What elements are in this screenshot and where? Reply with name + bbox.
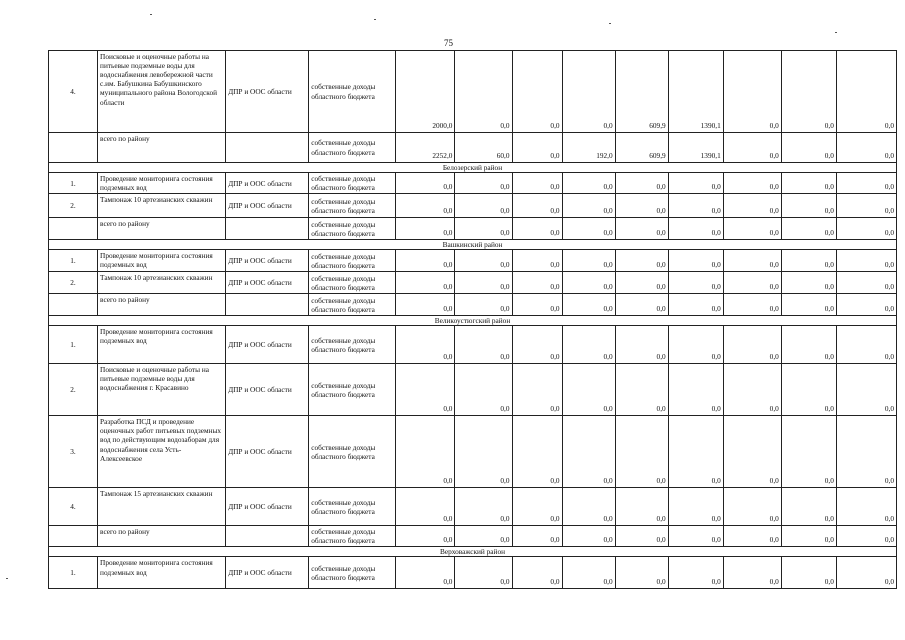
row-number: 4. — [49, 488, 98, 526]
amount-cell: 0,0 — [615, 250, 668, 272]
row-number: 4. — [49, 51, 98, 133]
funding-source: собственные доходы областного бюджета — [309, 364, 396, 416]
amount-cell: 0,0 — [781, 488, 836, 526]
amount-cell: 0,0 — [512, 488, 562, 526]
amount-cell: 0,0 — [455, 194, 512, 218]
amount-cell: 0,0 — [781, 173, 836, 194]
district-total-row — [49, 526, 897, 547]
activity-name: всего по району — [98, 294, 226, 316]
funding-source: собственные доходы областного бюджета — [309, 250, 396, 272]
amount-cell: 60,0 — [455, 133, 512, 163]
amount-cell: 0,0 — [512, 416, 562, 488]
amount-cell: 0,0 — [615, 488, 668, 526]
amount-cell: 0,0 — [836, 51, 896, 133]
amount-cell: 0,0 — [836, 194, 896, 218]
activity-name: Разработка ПСД и проведение оценочных работ питьевых подземных вод по действующим водозаборам для водоснабжения села Усть-Алексеевское — [98, 416, 226, 488]
responsible-executor — [226, 133, 309, 163]
amount-cell: 0,0 — [562, 526, 615, 547]
funding-source: собственные доходы областного бюджета — [309, 194, 396, 218]
amount-cell: 0,0 — [512, 557, 562, 589]
amount-cell: 0,0 — [668, 488, 723, 526]
amount-cell: 0,0 — [615, 416, 668, 488]
amount-cell: 0,0 — [615, 272, 668, 294]
responsible-executor — [226, 218, 309, 240]
responsible-executor: ДПР и ООС области — [226, 173, 309, 194]
activity-name: Поисковые и оценочные работы на питьевые подземные воды для водоснабжения г. Красавино — [98, 364, 226, 416]
amount-cell: 0,0 — [723, 133, 781, 163]
amount-cell: 0,0 — [723, 218, 781, 240]
amount-cell: 0,0 — [512, 364, 562, 416]
amount-cell: 0,0 — [396, 326, 455, 364]
amount-cell: 0,0 — [455, 488, 512, 526]
amount-cell: 1390,1 — [668, 51, 723, 133]
responsible-executor: ДПР и ООС области — [226, 364, 309, 416]
amount-cell: 0,0 — [723, 51, 781, 133]
district-header-row — [49, 316, 897, 326]
amount-cell: 0,0 — [455, 250, 512, 272]
activity-name: Тампонаж 10 артезианских скважин — [98, 272, 226, 294]
table-body — [49, 51, 897, 589]
amount-cell: 0,0 — [512, 272, 562, 294]
amount-cell: 0,0 — [512, 250, 562, 272]
amount-cell: 0,0 — [781, 526, 836, 547]
responsible-executor: ДПР и ООС области — [226, 326, 309, 364]
amount-cell: 0,0 — [836, 250, 896, 272]
amount-cell: 0,0 — [562, 416, 615, 488]
activity-name: Проведение мониторинга состояния подземных вод — [98, 173, 226, 194]
amount-cell: 0,0 — [455, 326, 512, 364]
amount-cell: 0,0 — [668, 326, 723, 364]
amount-cell: 0,0 — [615, 557, 668, 589]
row-number: 2. — [49, 364, 98, 416]
page-number: 75 — [444, 38, 453, 48]
amount-cell: 0,0 — [455, 272, 512, 294]
responsible-executor: ДПР и ООС области — [226, 51, 309, 133]
scan-speck — [374, 19, 376, 20]
amount-cell: 0,0 — [615, 294, 668, 316]
amount-cell: 0,0 — [562, 51, 615, 133]
table-row — [49, 194, 897, 218]
amount-cell: 0,0 — [396, 488, 455, 526]
amount-cell: 0,0 — [668, 194, 723, 218]
row-number: 2. — [49, 194, 98, 218]
scan-speck — [150, 14, 152, 15]
amount-cell: 0,0 — [512, 51, 562, 133]
activity-name: Поисковые и оценочные работы на питьевые подземные воды для водоснабжения левобережной части с.им. Бабушкина Бабушкинского муниципального района Вологодской области — [98, 51, 226, 133]
amount-cell: 0,0 — [455, 51, 512, 133]
amount-cell: 0,0 — [836, 326, 896, 364]
amount-cell: 0,0 — [781, 364, 836, 416]
amount-cell: 0,0 — [396, 416, 455, 488]
amount-cell: 0,0 — [781, 250, 836, 272]
district-header-row — [49, 163, 897, 173]
amount-cell: 0,0 — [723, 488, 781, 526]
amount-cell: 0,0 — [781, 51, 836, 133]
amount-cell: 0,0 — [562, 557, 615, 589]
amount-cell: 0,0 — [512, 294, 562, 316]
table-row — [49, 51, 897, 133]
amount-cell: 0,0 — [723, 250, 781, 272]
funding-source: собственные доходы областного бюджета — [309, 526, 396, 547]
amount-cell: 0,0 — [396, 194, 455, 218]
table-row — [49, 250, 897, 272]
amount-cell: 0,0 — [396, 173, 455, 194]
activity-name: Проведение мониторинга состояния подземных вод — [98, 250, 226, 272]
amount-cell: 192,0 — [562, 133, 615, 163]
amount-cell: 0,0 — [836, 488, 896, 526]
amount-cell: 0,0 — [668, 364, 723, 416]
amount-cell: 0,0 — [615, 194, 668, 218]
amount-cell: 0,0 — [512, 194, 562, 218]
amount-cell: 0,0 — [396, 218, 455, 240]
amount-cell: 0,0 — [455, 364, 512, 416]
amount-cell: 0,0 — [781, 272, 836, 294]
amount-cell: 0,0 — [455, 294, 512, 316]
amount-cell: 2252,0 — [396, 133, 455, 163]
amount-cell: 0,0 — [562, 173, 615, 194]
district-total-row — [49, 133, 897, 163]
amount-cell: 0,0 — [455, 416, 512, 488]
amount-cell: 0,0 — [562, 488, 615, 526]
scan-speck — [6, 578, 8, 579]
funding-source: собственные доходы областного бюджета — [309, 294, 396, 316]
activity-name: Тампонаж 10 артезианских скважин — [98, 194, 226, 218]
amount-cell: 0,0 — [562, 364, 615, 416]
amount-cell: 0,0 — [781, 557, 836, 589]
amount-cell: 0,0 — [668, 416, 723, 488]
scan-speck — [609, 23, 611, 24]
district-name: Великоустюгский район — [49, 316, 897, 326]
amount-cell: 0,0 — [781, 218, 836, 240]
amount-cell: 0,0 — [396, 250, 455, 272]
amount-cell: 0,0 — [723, 526, 781, 547]
district-total-row — [49, 294, 897, 316]
amount-cell: 0,0 — [615, 218, 668, 240]
amount-cell: 0,0 — [455, 526, 512, 547]
scan-speck — [835, 32, 837, 33]
amount-cell: 0,0 — [668, 173, 723, 194]
row-number — [49, 218, 98, 240]
amount-cell: 0,0 — [781, 294, 836, 316]
amount-cell: 0,0 — [668, 526, 723, 547]
amount-cell: 0,0 — [781, 133, 836, 163]
amount-cell: 0,0 — [615, 173, 668, 194]
responsible-executor — [226, 526, 309, 547]
district-total-row — [49, 218, 897, 240]
amount-cell: 0,0 — [396, 364, 455, 416]
amount-cell: 0,0 — [396, 526, 455, 547]
amount-cell: 0,0 — [723, 416, 781, 488]
amount-cell: 0,0 — [615, 364, 668, 416]
activity-name: всего по району — [98, 526, 226, 547]
responsible-executor: ДПР и ООС области — [226, 194, 309, 218]
amount-cell: 0,0 — [512, 133, 562, 163]
activity-name: всего по району — [98, 133, 226, 163]
amount-cell: 0,0 — [512, 526, 562, 547]
funding-source: собственные доходы областного бюджета — [309, 51, 396, 133]
district-header-row — [49, 240, 897, 250]
amount-cell: 0,0 — [836, 416, 896, 488]
row-number: 1. — [49, 173, 98, 194]
amount-cell: 0,0 — [512, 173, 562, 194]
table-row — [49, 557, 897, 589]
amount-cell: 0,0 — [455, 173, 512, 194]
table-row — [49, 173, 897, 194]
amount-cell: 0,0 — [781, 326, 836, 364]
district-name: Вашкинский район — [49, 240, 897, 250]
table-row — [49, 488, 897, 526]
funding-source: собственные доходы областного бюджета — [309, 326, 396, 364]
responsible-executor: ДПР и ООС области — [226, 416, 309, 488]
amount-cell: 0,0 — [615, 326, 668, 364]
funding-source: собственные доходы областного бюджета — [309, 218, 396, 240]
funding-source: собственные доходы областного бюджета — [309, 173, 396, 194]
amount-cell: 0,0 — [668, 557, 723, 589]
amount-cell: 0,0 — [512, 218, 562, 240]
amount-cell: 0,0 — [836, 272, 896, 294]
row-number — [49, 294, 98, 316]
row-number: 2. — [49, 272, 98, 294]
amount-cell: 0,0 — [836, 133, 896, 163]
amount-cell: 0,0 — [781, 194, 836, 218]
amount-cell: 0,0 — [723, 294, 781, 316]
amount-cell: 0,0 — [396, 272, 455, 294]
amount-cell: 0,0 — [512, 326, 562, 364]
funding-source: собственные доходы областного бюджета — [309, 557, 396, 589]
funding-source: собственные доходы областного бюджета — [309, 416, 396, 488]
amount-cell: 609,9 — [615, 51, 668, 133]
budget-table — [48, 50, 897, 589]
amount-cell: 0,0 — [562, 294, 615, 316]
responsible-executor: ДПР и ООС области — [226, 557, 309, 589]
activity-name: всего по району — [98, 218, 226, 240]
amount-cell: 0,0 — [668, 294, 723, 316]
amount-cell: 0,0 — [723, 364, 781, 416]
row-number: 1. — [49, 250, 98, 272]
amount-cell: 0,0 — [836, 218, 896, 240]
row-number: 3. — [49, 416, 98, 488]
amount-cell: 0,0 — [455, 557, 512, 589]
row-number: 1. — [49, 557, 98, 589]
amount-cell: 0,0 — [615, 526, 668, 547]
amount-cell: 0,0 — [562, 326, 615, 364]
funding-source: собственные доходы областного бюджета — [309, 133, 396, 163]
row-number — [49, 526, 98, 547]
table-row — [49, 326, 897, 364]
amount-cell: 1390,1 — [668, 133, 723, 163]
responsible-executor: ДПР и ООС области — [226, 272, 309, 294]
row-number — [49, 133, 98, 163]
amount-cell: 0,0 — [836, 294, 896, 316]
amount-cell: 0,0 — [723, 272, 781, 294]
amount-cell: 0,0 — [668, 272, 723, 294]
amount-cell: 0,0 — [836, 557, 896, 589]
activity-name: Проведение мониторинга состояния подземных вод — [98, 326, 226, 364]
table-row — [49, 272, 897, 294]
responsible-executor — [226, 294, 309, 316]
amount-cell: 0,0 — [723, 326, 781, 364]
amount-cell: 0,0 — [668, 218, 723, 240]
district-name: Белозерский район — [49, 163, 897, 173]
amount-cell: 0,0 — [836, 173, 896, 194]
amount-cell: 0,0 — [562, 272, 615, 294]
amount-cell: 0,0 — [562, 218, 615, 240]
table-row — [49, 364, 897, 416]
amount-cell: 0,0 — [836, 526, 896, 547]
amount-cell: 0,0 — [562, 194, 615, 218]
amount-cell: 0,0 — [396, 557, 455, 589]
amount-cell: 0,0 — [562, 250, 615, 272]
funding-source: собственные доходы областного бюджета — [309, 272, 396, 294]
amount-cell: 609,9 — [615, 133, 668, 163]
amount-cell: 0,0 — [723, 173, 781, 194]
responsible-executor: ДПР и ООС области — [226, 488, 309, 526]
district-name: Верховажский район — [49, 547, 897, 557]
amount-cell: 0,0 — [723, 557, 781, 589]
district-header-row — [49, 547, 897, 557]
table-row — [49, 416, 897, 488]
responsible-executor: ДПР и ООС области — [226, 250, 309, 272]
amount-cell: 0,0 — [455, 218, 512, 240]
amount-cell: 2000,0 — [396, 51, 455, 133]
row-number: 1. — [49, 326, 98, 364]
activity-name: Тампонаж 15 артезианских скважин — [98, 488, 226, 526]
amount-cell: 0,0 — [836, 364, 896, 416]
funding-source: собственные доходы областного бюджета — [309, 488, 396, 526]
amount-cell: 0,0 — [781, 416, 836, 488]
activity-name: Проведение мониторинга состояния подземных вод — [98, 557, 226, 589]
amount-cell: 0,0 — [668, 250, 723, 272]
amount-cell: 0,0 — [723, 194, 781, 218]
amount-cell: 0,0 — [396, 294, 455, 316]
